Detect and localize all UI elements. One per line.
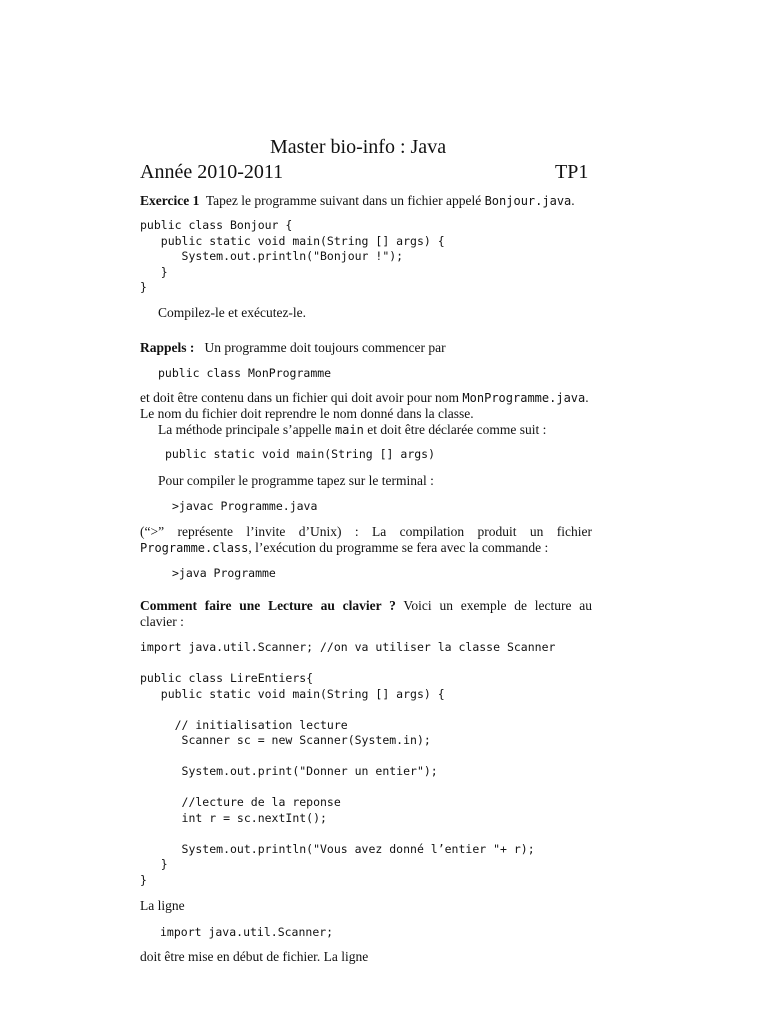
rappels-text-2: Le nom du fichier doit reprendre le nom donné dans la classe. bbox=[140, 406, 474, 421]
exercise-1-period: . bbox=[571, 193, 575, 208]
import-line-code: import java.util.Scanner; bbox=[160, 925, 334, 939]
execution-note bbox=[140, 540, 592, 557]
lire-entiers-code: import java.util.Scanner; //on va utiliser la classe Scanner public class LireEntiers{ public static void main(String [] args) { // initialisation lecture Scanner sc = new Scanner(System.in); System.out.print("Donner un entier"); //lecture de la reponse int r = sc.nextInt(); System.out.println("Vous avez donné l’entier "+ r); } } bbox=[140, 640, 556, 887]
rappels-text-1 bbox=[140, 390, 592, 407]
compile-text: Pour compiler le programme tapez sur le terminal : bbox=[158, 473, 434, 488]
rappels-text-1a: et doit être contenu dans un fichier qui doit avoir pour nom bbox=[140, 390, 460, 405]
java-run-command: >java Programme bbox=[172, 566, 276, 580]
lecture-intro-text: Voici un exemple de lecture au bbox=[403, 598, 592, 613]
exercise-1-label: Exercice 1 bbox=[140, 193, 200, 208]
monprogramme-code: public class MonProgramme bbox=[158, 366, 332, 380]
year-label: Année 2010-2011 bbox=[140, 161, 284, 183]
lecture-intro bbox=[140, 598, 592, 614]
compile-instruction: Compilez-le et exécutez-le. bbox=[158, 305, 307, 320]
unix-note: (“>” représente l’invite d’Unix) : La compilation produit un fichier bbox=[140, 524, 592, 539]
rappels-text-1-period: . bbox=[585, 390, 589, 405]
la-ligne-text: La ligne bbox=[140, 898, 185, 913]
exercise-1-statement bbox=[140, 193, 592, 210]
rappels-intro bbox=[140, 340, 592, 356]
rappels-intro-text: Un programme doit toujours commencer par bbox=[204, 340, 446, 355]
javac-command: >javac Programme.java bbox=[172, 499, 318, 513]
execution-note-text: , l’exécution du programme se fera avec la commande : bbox=[248, 540, 549, 555]
rappels-text-3 bbox=[158, 422, 592, 439]
monprogramme-file-name: MonProgramme.java bbox=[462, 391, 586, 405]
class-file-name: Programme.class bbox=[140, 541, 249, 555]
lecture-heading: Comment faire une Lecture au clavier ? bbox=[140, 598, 396, 613]
page-title: Master bio-info : Java bbox=[270, 136, 447, 158]
tp-label: TP1 bbox=[555, 161, 589, 183]
main-signature-code: public static void main(String [] args) bbox=[165, 447, 436, 461]
bonjour-code: public class Bonjour { public static void main(String [] args) { System.out.println("Bonjour !"); } } bbox=[140, 218, 445, 294]
bonjour-file-name: Bonjour.java bbox=[484, 194, 572, 208]
rappels-text-3a: La méthode principale s’appelle bbox=[158, 422, 332, 437]
main-keyword: main bbox=[334, 423, 364, 437]
rappels-label: Rappels : bbox=[140, 340, 195, 355]
debut-fichier-text: doit être mise en début de fichier. La ligne bbox=[140, 949, 369, 964]
lecture-intro-line-2: clavier : bbox=[140, 614, 184, 629]
rappels-text-3b: et doit être déclarée comme suit : bbox=[367, 422, 547, 437]
exercise-1-text: Tapez le programme suivant dans un fichier appelé bbox=[205, 193, 482, 208]
